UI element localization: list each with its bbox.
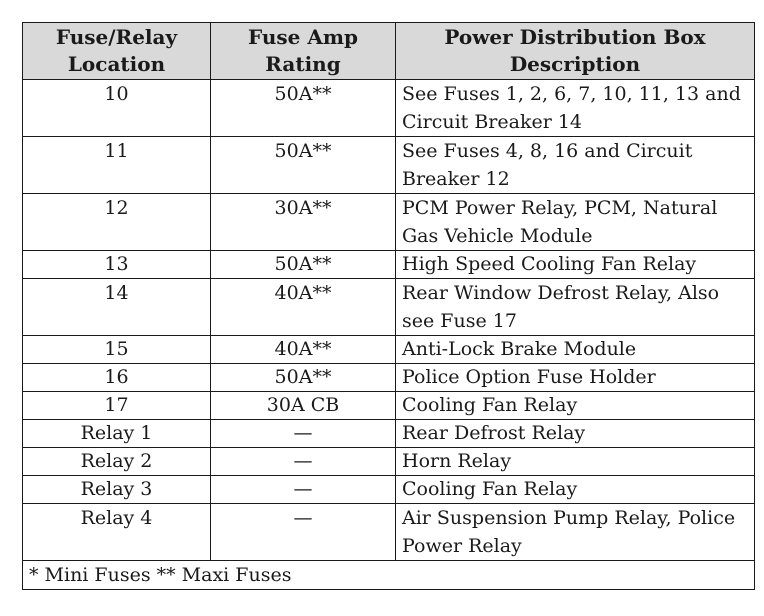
cell-rating: —: [211, 504, 396, 561]
cell-description: Police Option Fuse Holder: [396, 364, 755, 392]
fuse-relay-table: [22, 22, 755, 590]
footnote: * Mini Fuses ** Maxi Fuses: [23, 561, 755, 590]
cell-description: Cooling Fan Relay: [396, 476, 755, 504]
table-footnote-row: [23, 561, 755, 590]
table-row: [23, 504, 755, 561]
table-row: [23, 336, 755, 364]
cell-rating: —: [211, 448, 396, 476]
cell-location: Relay 2: [23, 448, 211, 476]
table-row: [23, 420, 755, 448]
cell-location: 17: [23, 392, 211, 420]
header-description: Power Distribution Box Description: [396, 23, 755, 80]
cell-rating: 50A**: [211, 137, 396, 194]
cell-description: Rear Defrost Relay: [396, 420, 755, 448]
table-row: [23, 137, 755, 194]
cell-location: 10: [23, 80, 211, 137]
table-row: [23, 279, 755, 336]
cell-description: High Speed Cooling Fan Relay: [396, 251, 755, 279]
table-row: [23, 80, 755, 137]
cell-rating: 40A**: [211, 336, 396, 364]
cell-description: Rear Window Defrost Relay, Also see Fuse 17: [396, 279, 755, 336]
cell-location: Relay 3: [23, 476, 211, 504]
table-row: [23, 448, 755, 476]
table-row: [23, 251, 755, 279]
cell-location: 16: [23, 364, 211, 392]
cell-description: Horn Relay: [396, 448, 755, 476]
cell-location: 14: [23, 279, 211, 336]
cell-rating: —: [211, 420, 396, 448]
cell-rating: 40A**: [211, 279, 396, 336]
table-row: [23, 364, 755, 392]
cell-description: See Fuses 4, 8, 16 and Circuit Breaker 12: [396, 137, 755, 194]
cell-rating: 50A**: [211, 364, 396, 392]
header-amp-rating: Fuse Amp Rating: [211, 23, 396, 80]
cell-rating: 30A**: [211, 194, 396, 251]
cell-rating: 50A**: [211, 251, 396, 279]
cell-description: Anti-Lock Brake Module: [396, 336, 755, 364]
cell-location: 13: [23, 251, 211, 279]
cell-location: 15: [23, 336, 211, 364]
cell-description: Cooling Fan Relay: [396, 392, 755, 420]
cell-location: 11: [23, 137, 211, 194]
cell-location: Relay 4: [23, 504, 211, 561]
table-header-row: [23, 23, 755, 80]
header-location: Fuse/Relay Location: [23, 23, 211, 80]
cell-rating: 50A**: [211, 80, 396, 137]
table-row: [23, 392, 755, 420]
cell-rating: —: [211, 476, 396, 504]
cell-location: 12: [23, 194, 211, 251]
cell-description: See Fuses 1, 2, 6, 7, 10, 11, 13 and Circuit Breaker 14: [396, 80, 755, 137]
cell-rating: 30A CB: [211, 392, 396, 420]
cell-location: Relay 1: [23, 420, 211, 448]
table-row: [23, 194, 755, 251]
table-row: [23, 476, 755, 504]
cell-description: Air Suspension Pump Relay, Police Power Relay: [396, 504, 755, 561]
cell-description: PCM Power Relay, PCM, Natural Gas Vehicle Module: [396, 194, 755, 251]
